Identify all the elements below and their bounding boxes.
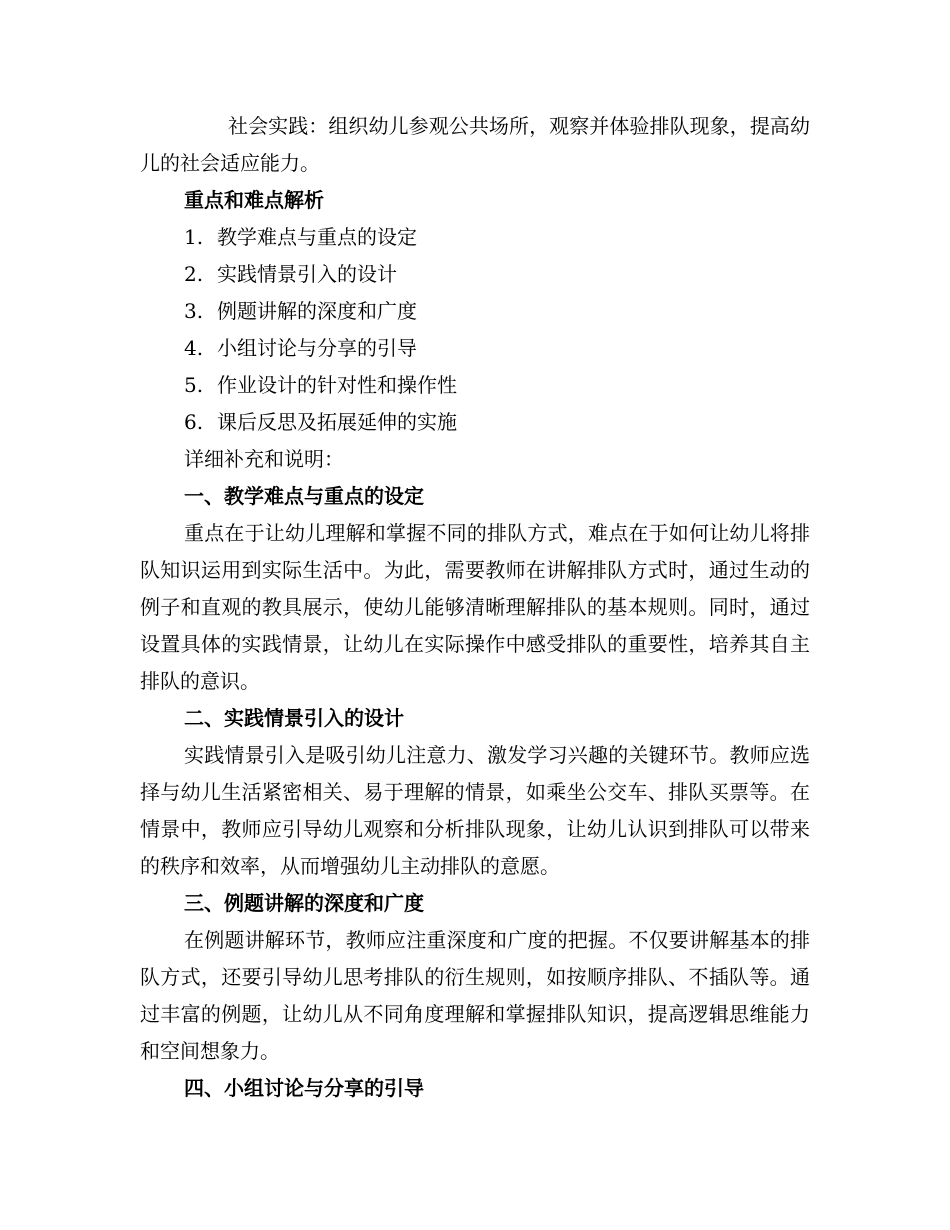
intro-paragraph: 社会实践：组织幼儿参观公共场所，观察并体验排队现象，提高幼儿的社会适应能力。 (140, 114, 810, 175)
list-item-text: 课后反思及拓展延伸的实施 (217, 410, 457, 434)
detail-label: 详细补充和说明： (184, 447, 344, 471)
list-item (140, 219, 810, 256)
section-3-heading: 三、例题讲解的深度和广度 (184, 891, 424, 915)
list-item-number: 2. (184, 262, 204, 286)
section-3-body: 在例题讲解环节，教师应注重深度和广度的把握。不仅要讲解基本的排队方式，还要引导幼儿思考排队的衍生规则，如按顺序排队、不插队等。通过丰富的例题，让幼儿从不同角度理解和掌握排队知识，提高逻辑思维能力和空间想象力。 (140, 928, 810, 1063)
list-item-text: 小组讨论与分享的引导 (217, 336, 417, 360)
section-1-heading: 一、教学难点与重点的设定 (184, 484, 424, 508)
list-item-number: 3. (184, 299, 204, 323)
list-item (140, 330, 810, 367)
section-1-body: 重点在于让幼儿理解和掌握不同的排队方式，难点在于如何让幼儿将排队知识运用到实际生活中。为此，需要教师在讲解排队方式时，通过生动的例子和直观的教具展示，使幼儿能够清晰理解排队的基本规则。同时，通过设置具体的实践情景，让幼儿在实际操作中感受排队的重要性，培养其自主排队的意识。 (140, 521, 810, 693)
list-item-text: 例题讲解的深度和广度 (217, 299, 417, 323)
list-item-number: 6. (184, 410, 204, 434)
list-item-text: 实践情景引入的设计 (217, 262, 397, 286)
list-item-number: 5. (184, 373, 204, 397)
section-4-heading: 四、小组讨论与分享的引导 (184, 1076, 424, 1100)
section-2-heading: 二、实践情景引入的设计 (184, 706, 404, 730)
list-item (140, 293, 810, 330)
key-points-list (140, 219, 810, 441)
list-item-number: 1. (184, 225, 204, 249)
document-body (140, 108, 810, 1107)
list-item (140, 256, 810, 293)
list-item-text: 教学难点与重点的设定 (217, 225, 417, 249)
list-item (140, 404, 810, 441)
list-item-text: 作业设计的针对性和操作性 (217, 373, 457, 397)
list-item (140, 367, 810, 404)
list-item-number: 4. (184, 336, 204, 360)
section-heading-key-points: 重点和难点解析 (184, 188, 324, 212)
section-2-body: 实践情景引入是吸引幼儿注意力、激发学习兴趣的关键环节。教师应选择与幼儿生活紧密相关、易于理解的情景，如乘坐公交车、排队买票等。在情景中，教师应引导幼儿观察和分析排队现象，让幼儿认识到排队可以带来的秩序和效率，从而增强幼儿主动排队的意愿。 (140, 743, 810, 878)
